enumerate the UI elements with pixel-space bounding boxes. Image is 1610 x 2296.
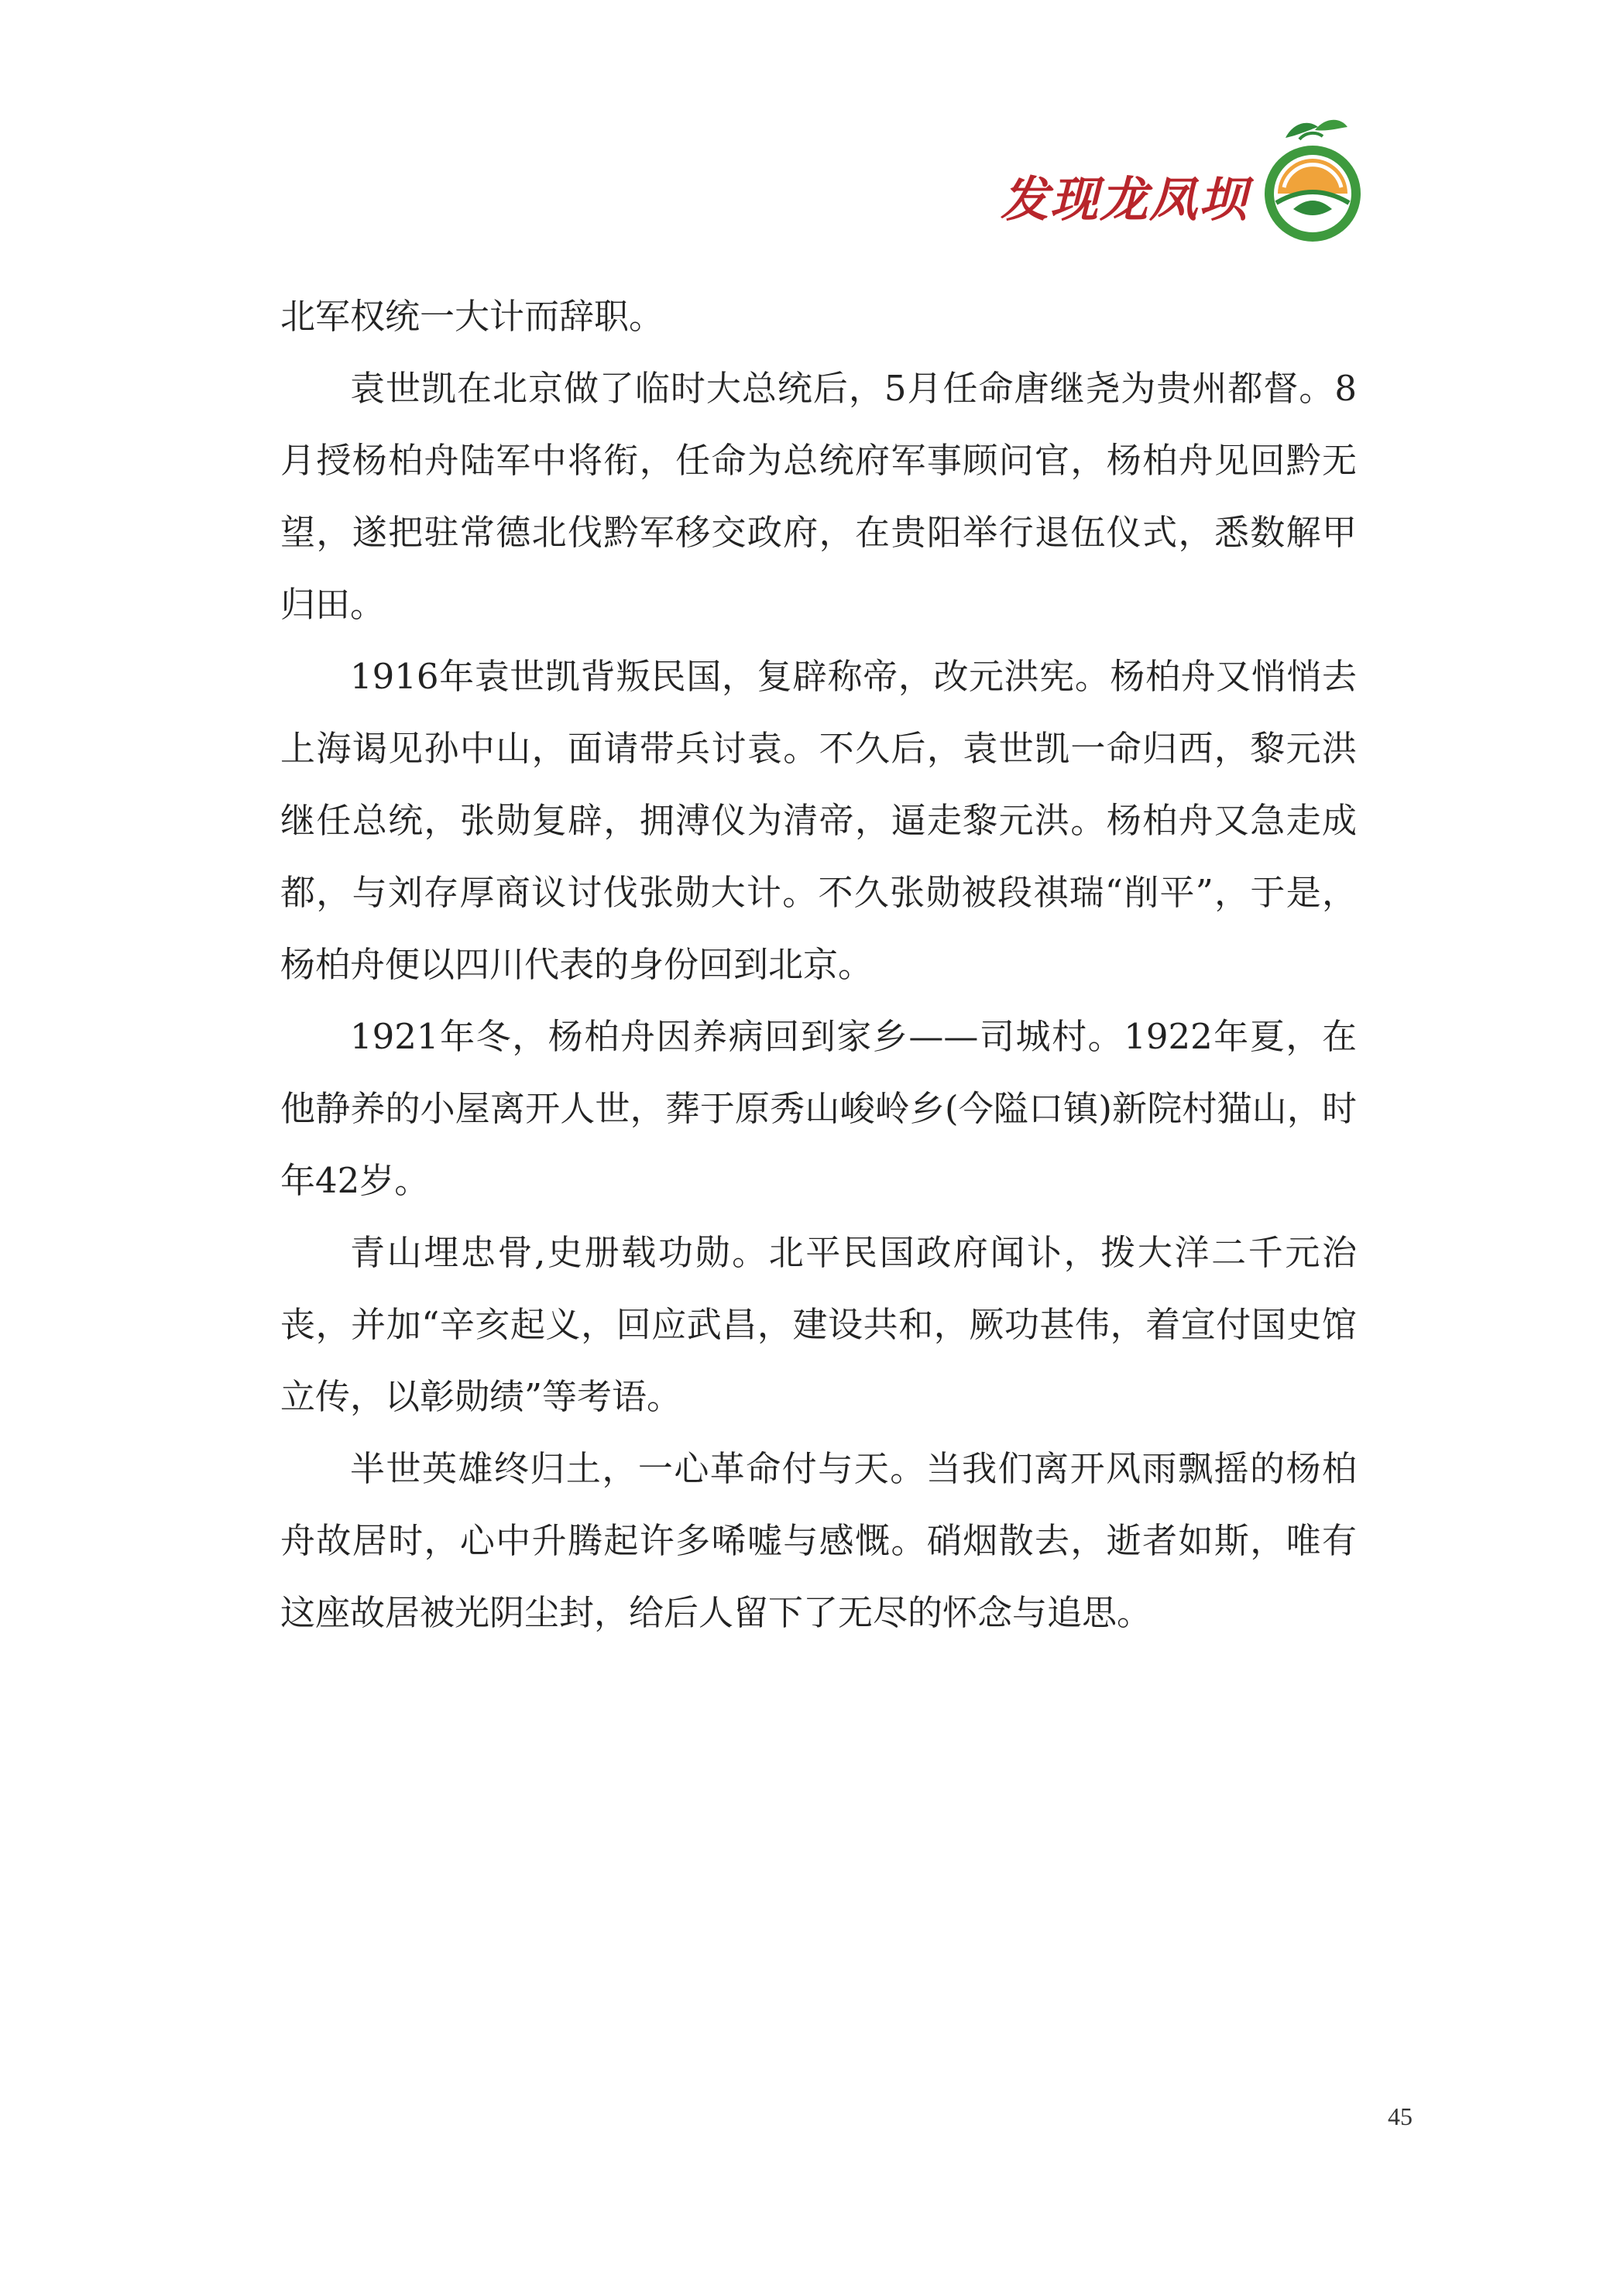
paragraph: 北军权统一大计而辞职。 (280, 296, 664, 337)
paragraph: 袁世凯在北京做了临时大总统后，5月任命唐继尧为贵州都督。8月授杨柏舟陆军中将衔，任命为总统府军事顾问官，杨柏舟见回黔无望，遂把驻常德北伐黔军移交政府，在贵阳举行退伍仪式，悉数解甲归田。 (280, 368, 1357, 625)
paragraph: 1916年袁世凯背叛民国，复辟称帝，改元洪宪。杨柏舟又悄悄去上海谒见孙中山，面请带兵讨袁。不久后，袁世凯一命归西，黎元洪继任总统，张勋复辟，拥溥仪为清帝，逼走黎元洪。杨柏舟又急走成都，与刘存厚商议讨伐张勋大计。不久张勋被段祺瑞“削平”，于是，杨柏舟便以四川代表的身份回到北京。 (280, 656, 1357, 985)
page-header (984, 116, 1371, 248)
paragraph: 青山埋忠骨,史册载功勋。北平民国政府闻讣，拨大洋二千元治丧，并加“辛亥起义，回应武昌，建设共和，厥功甚伟，着宣付国史馆立传，以彰勋绩”等考语。 (280, 1232, 1357, 1417)
paragraph: 半世英雄终归土，一心革命付与天。当我们离开风雨飘摇的杨柏舟故居时，心中升腾起许多唏嘘与感慨。硝烟散去，逝者如斯，唯有这座故居被光阴尘封，给后人留下了无尽的怀念与追思。 (280, 1448, 1357, 1633)
paragraph: 1921年冬，杨柏舟因养病回到家乡——司城村。1922年夏，在他静养的小屋离开人世，葬于原秀山峻岭乡(今隘口镇)新院村猫山，时年42岁。 (280, 1016, 1357, 1201)
article-body (280, 280, 1357, 1649)
page-number: 45 (1388, 2102, 1413, 2130)
longfengba-logo-icon (1255, 116, 1371, 248)
logo-leaves-icon (1286, 120, 1347, 139)
header-title: 发现龙凤坝 (1001, 171, 1249, 228)
